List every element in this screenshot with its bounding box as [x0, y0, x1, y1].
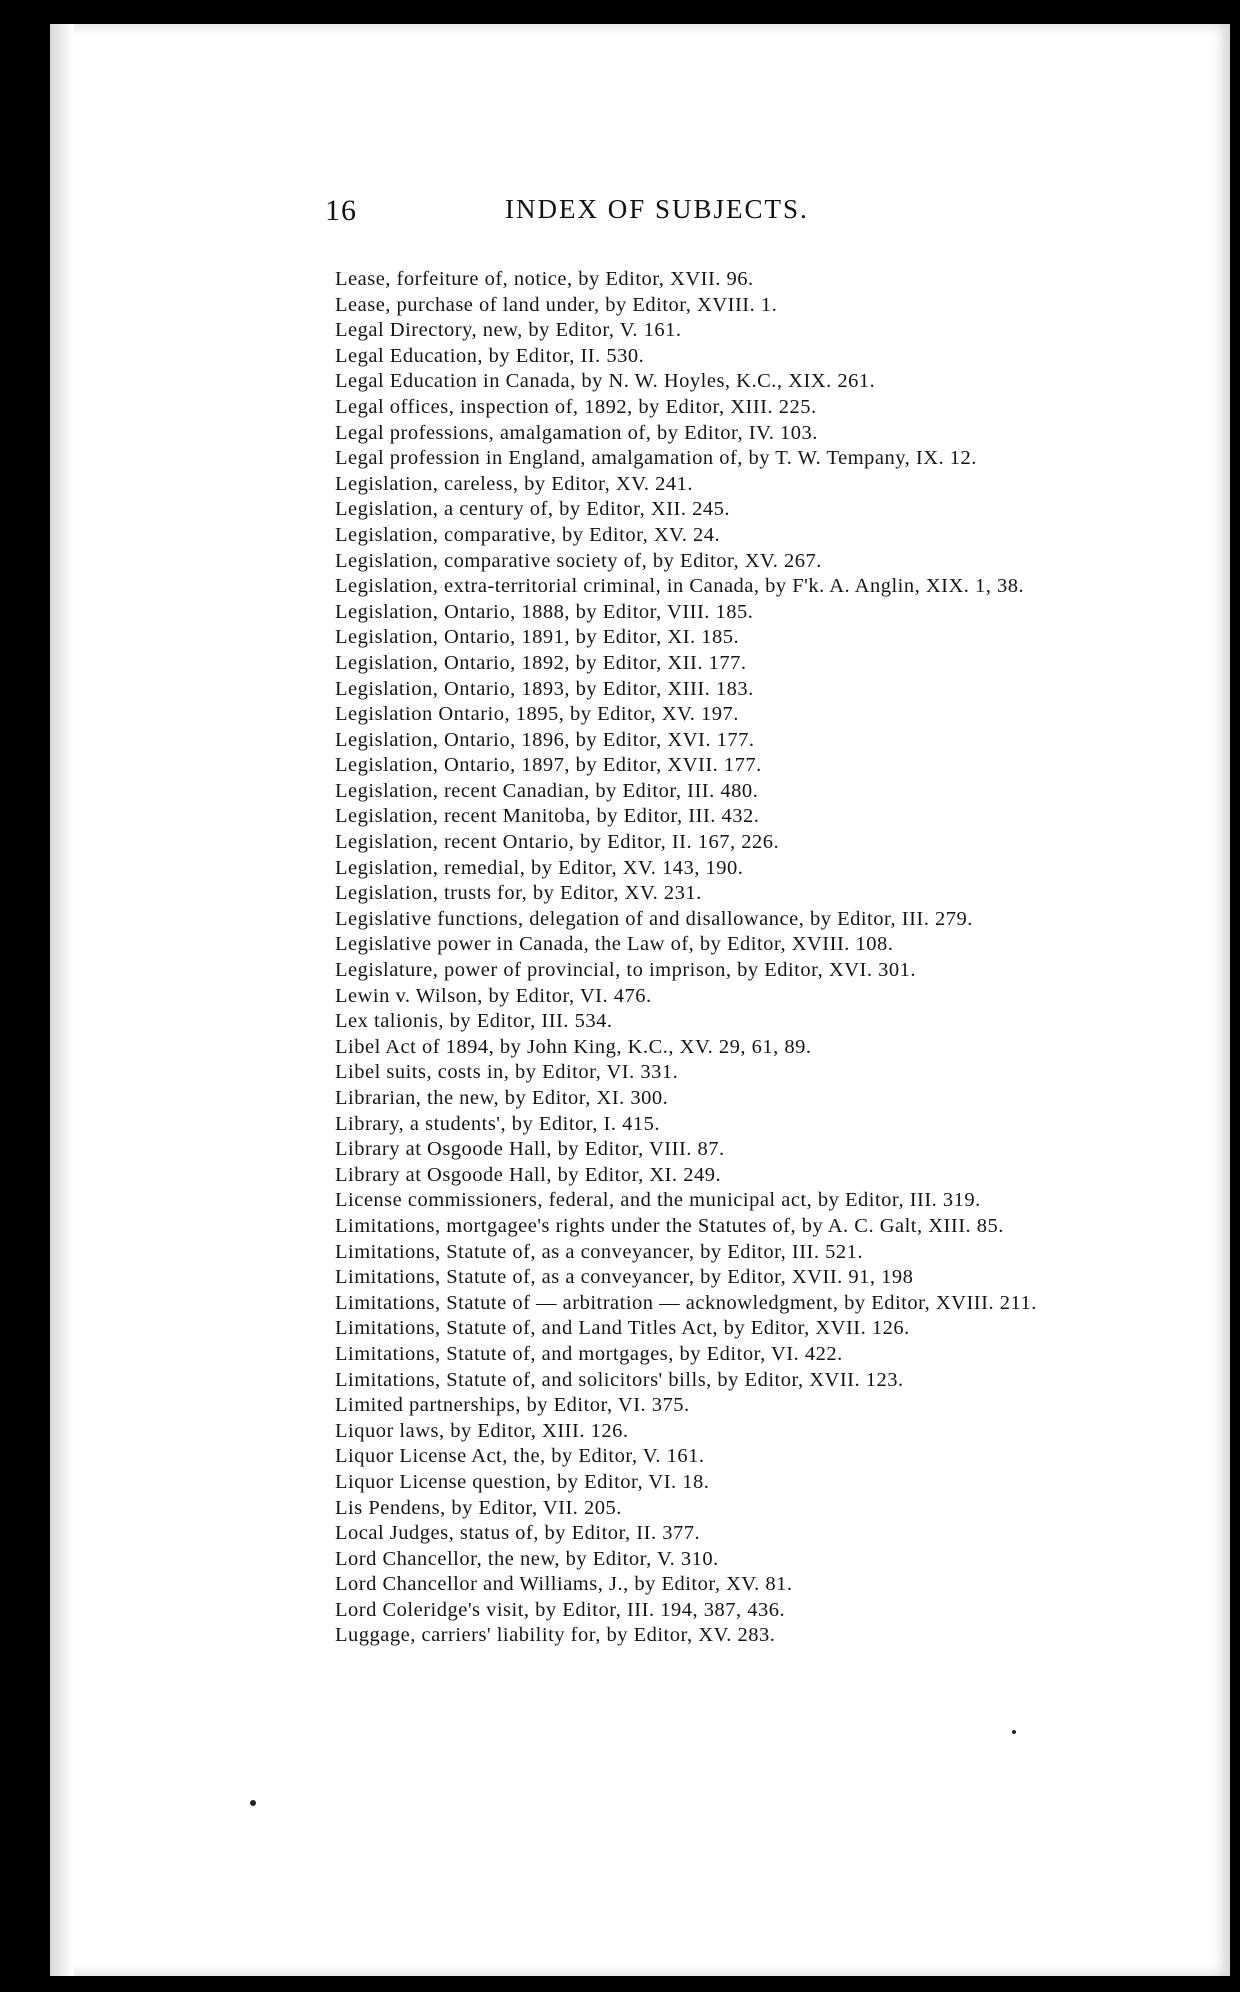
- index-entry: Legislation, recent Manitoba, by Editor, III. 432.: [335, 805, 760, 828]
- index-entry: Libel suits, costs in, by Editor, VI. 331.: [335, 1061, 679, 1084]
- index-entry: Legislation, careless, by Editor, XV. 241.: [335, 472, 693, 495]
- index-entry: Library at Osgoode Hall, by Editor, XI. 249.: [335, 1163, 722, 1186]
- index-entry: Legislation, Ontario, 1897, by Editor, XVII. 177.: [335, 754, 762, 777]
- index-entry: Legislation, recent Canadian, by Editor, III. 480.: [335, 779, 759, 802]
- index-entry: Limitations, Statute of, and Land Titles Act, by Editor, XVII. 126.: [335, 1317, 910, 1340]
- index-entry: Legislation, trusts for, by Editor, XV. 231.: [335, 882, 702, 905]
- index-entry: Legislation, Ontario, 1888, by Editor, VIII. 185.: [335, 600, 754, 623]
- index-entry: Legal Education in Canada, by N. W. Hoyles, K.C., XIX. 261.: [335, 370, 876, 393]
- index-entry: License commissioners, federal, and the municipal act, by Editor, III. 319.: [335, 1189, 981, 1212]
- index-entry: Lord Chancellor and Williams, J., by Editor, XV. 81.: [335, 1573, 793, 1596]
- index-entry: Limitations, mortgagee's rights under the Statutes of, by A. C. Galt, XIII. 85.: [335, 1214, 1004, 1237]
- index-entry: Library, a students', by Editor, I. 415.: [335, 1112, 660, 1135]
- index-entry: Legislation, Ontario, 1892, by Editor, XII. 177.: [335, 651, 747, 674]
- scanned-page: [50, 24, 1230, 1976]
- index-entry: Legislation, Ontario, 1896, by Editor, XVI. 177.: [335, 728, 755, 751]
- index-entry: Local Judges, status of, by Editor, II. 377.: [335, 1522, 701, 1545]
- index-entry: Limitations, Statute of — arbitration — acknowledgment, by Editor, XVIII. 211.: [335, 1291, 1037, 1314]
- index-entry: Luggage, carriers' liability for, by Editor, XV. 283.: [335, 1624, 776, 1647]
- page-header: [325, 194, 945, 234]
- index-entry: Limitations, Statute of, as a conveyancer, by Editor, III. 521.: [335, 1240, 863, 1263]
- ink-speck: [250, 1800, 256, 1806]
- index-entry: Lex talionis, by Editor, III. 534.: [335, 1010, 613, 1033]
- index-entry: Limitations, Statute of, and mortgages, by Editor, VI. 422.: [335, 1342, 843, 1365]
- index-entry: Limitations, Statute of, as a conveyancer, by Editor, XVII. 91, 198: [335, 1266, 914, 1289]
- index-entry: Legislative power in Canada, the Law of, by Editor, XVIII. 108.: [335, 933, 894, 956]
- index-entry: Legislation, comparative, by Editor, XV. 24.: [335, 523, 721, 546]
- index-entry: Legal Education, by Editor, II. 530.: [335, 344, 645, 367]
- index-entry: Liquor License question, by Editor, VI. 18.: [335, 1470, 710, 1493]
- index-entry: Legal profession in England, amalgamation of, by T. W. Tempany, IX. 12.: [335, 447, 977, 470]
- index-entry: Liquor License Act, the, by Editor, V. 161.: [335, 1445, 705, 1468]
- index-entry: Libel Act of 1894, by John King, K.C., XV. 29, 61, 89.: [335, 1035, 812, 1058]
- index-entry: Lord Chancellor, the new, by Editor, V. 310.: [335, 1547, 719, 1570]
- index-entry: Legislation, recent Ontario, by Editor, II. 167, 226.: [335, 831, 780, 854]
- index-entry: Limited partnerships, by Editor, VI. 375.: [335, 1394, 690, 1417]
- index-entry: Limitations, Statute of, and solicitors' bills, by Editor, XVII. 123.: [335, 1368, 904, 1391]
- index-entry: Lease, purchase of land under, by Editor, XVIII. 1.: [335, 293, 778, 316]
- index-entry: Legislature, power of provincial, to imprison, by Editor, XVI. 301.: [335, 959, 916, 982]
- index-entry: Lis Pendens, by Editor, VII. 205.: [335, 1496, 622, 1519]
- index-entry: Legislation, Ontario, 1893, by Editor, XIII. 183.: [335, 677, 754, 700]
- running-title: INDEX OF SUBJECTS.: [505, 194, 809, 224]
- index-entry: Legislation, remedial, by Editor, XV. 143, 190.: [335, 856, 744, 879]
- index-entry: Legislation, comparative society of, by Editor, XV. 267.: [335, 549, 822, 572]
- index-entry: Librarian, the new, by Editor, XI. 300.: [335, 1087, 669, 1109]
- index-entry: Legal Directory, new, by Editor, V. 161.: [335, 319, 682, 342]
- index-entry: Legal offices, inspection of, 1892, by Editor, XIII. 225.: [335, 395, 817, 418]
- ink-speck: [1012, 1730, 1016, 1734]
- index-entry: Legislation Ontario, 1895, by Editor, XV. 197.: [335, 703, 739, 726]
- index-entry: Lease, forfeiture of, notice, by Editor, XVII. 96.: [335, 268, 754, 290]
- index-entry: Legal professions, amalgamation of, by Editor, IV. 103.: [335, 421, 818, 444]
- index-entry: Legislation, Ontario, 1891, by Editor, XI. 185.: [335, 626, 740, 649]
- index-entry: Lord Coleridge's visit, by Editor, III. 194, 387, 436.: [335, 1598, 786, 1621]
- page-number: 16: [325, 194, 357, 227]
- index-entry: Legislation, extra-territorial criminal, in Canada, by F'k. A. Anglin, XIX. 1, 38.: [335, 575, 1025, 598]
- index-entry: Lewin v. Wilson, by Editor, VI. 476.: [335, 984, 652, 1007]
- index-entry: Library at Osgoode Hall, by Editor, VIII. 87.: [335, 1138, 725, 1161]
- index-entry: Legislation, a century of, by Editor, XII. 245.: [335, 498, 731, 521]
- index-entry: Liquor laws, by Editor, XIII. 126.: [335, 1419, 629, 1442]
- page-edge-shadow: [50, 24, 74, 1976]
- index-entries: [335, 267, 1205, 1649]
- index-entry: Legislative functions, delegation of and disallowance, by Editor, III. 279.: [335, 907, 973, 930]
